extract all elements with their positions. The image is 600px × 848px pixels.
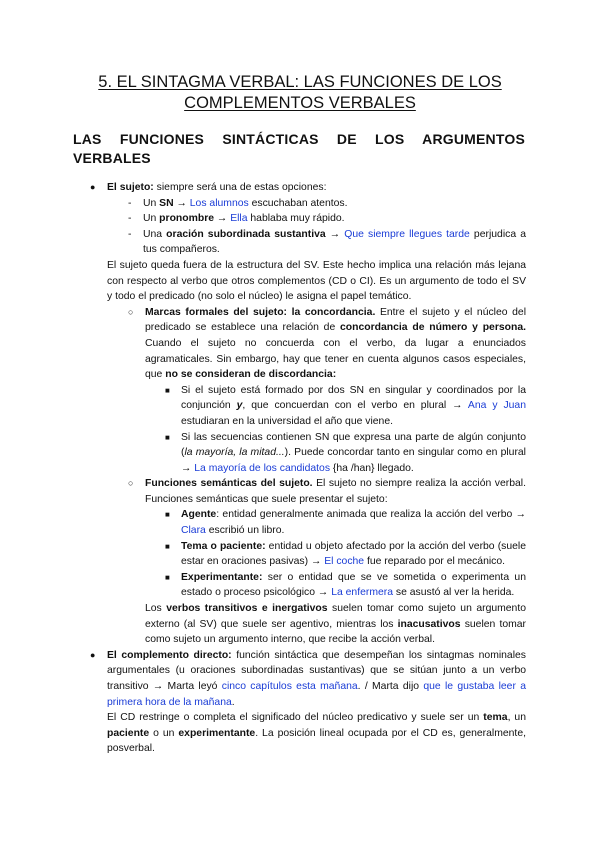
sujeto-option: - Un SN → Los alumnos escuchaban atentos. [143, 196, 526, 212]
sujeto-item [90, 180, 526, 196]
example-text: Que siempre llegues tarde [344, 228, 470, 240]
cd-item: ● El complemento directo: función sintáctica que desempeñan los sintagmas nominales argumentales (u oraciones subordinadas sustantivas) que se sitúan junto a un verbo transitivo → Marta leyó cinco capítulos esta mañana. / Marta dijo que le gustaba leer a primera hora de la mañana. [90, 649, 526, 708]
example-text: El coche [324, 556, 365, 568]
sujeto-label: El sujeto: [107, 182, 154, 193]
square-bullet-icon: ■ [165, 385, 170, 395]
title-line-2: COMPLEMENTOS VERBALES [184, 94, 416, 112]
example-text: cinco capítulos esta mañana [221, 681, 358, 692]
square-bullet-icon: ■ [165, 510, 170, 520]
square-bullet-icon: ■ [165, 572, 170, 582]
sujeto-option: - Una oración subordinada sustantiva → Que siempre llegues tarde perjudica a tus compañeros. [128, 228, 526, 256]
example-text: Los alumnos [189, 197, 249, 209]
circle-bullet-icon: ○ [128, 478, 134, 489]
dash-icon: - [128, 197, 132, 209]
bullet-icon: ● [90, 649, 96, 660]
concordancia-case: ■ Si el sujeto está formado por dos SN en singular y coordinados por la conjunción y, que concuerdan con el verbo en plural → Ana y Juan estudiaran en la universidad el año que viene. [165, 384, 526, 427]
semanticas-item: ○ Funciones semánticas del sujeto. El sujeto no siempre realiza la acción verbal. Funciones semánticas que suele presentar el sujeto: [128, 478, 526, 505]
square-bullet-icon: ■ [165, 432, 170, 442]
sujeto-explanation: El sujeto queda fuera de la estructura del SV. Este hecho implica una relación más lejana con respecto al verbo que otros complementos (CD o CI). Es un argumento de todo el SV y todo el predicado (no solo el núcleo) le asigna el papel temático. [107, 259, 526, 303]
semanticas-closing: Los verbos transitivos e inergativos suelen tomar como sujeto un argumento externo (al SV) que suele ser agentivo, mientras los inacusativos suelen tomar como sujeto un argumento interno, que recibe la acción verbal. [145, 603, 527, 646]
title-line-1: 5. EL SINTAGMA VERBAL: LAS FUNCIONES DE LOS [98, 73, 502, 91]
document-body [0, 180, 600, 757]
semantic-role: ■ Tema o paciente: entidad u objeto afectado por la acción del verbo (suele estar en oraciones pasivas) → El coche fue reparado por el mecánico. [165, 540, 526, 568]
semantic-role: ■ Agente: entidad generalmente animada que realiza la acción del verbo → Clara escribió un libro. [165, 509, 526, 537]
sujeto-option: - Un pronombre → Ella hablaba muy rápido. [143, 211, 526, 227]
example-text: Clara [181, 525, 206, 537]
section-heading: LAS FUNCIONES SINTÁCTICAS DE LOS ARGUMENTOS VERBALES [73, 131, 525, 166]
example-text: La enfermera [331, 587, 393, 599]
dash-icon: - [128, 228, 132, 240]
page-title [70, 72, 530, 114]
square-bullet-icon: ■ [165, 541, 170, 551]
cd-paragraph: El CD restringe o completa el significado del núcleo predicativo y suele ser un tema, un paciente o un experimentante. La posición lineal ocupada por el CD es, generalmente, posverbal. [107, 712, 526, 755]
dash-icon: - [128, 213, 132, 225]
semantic-role: ■ Experimentante: ser o entidad que se ve sometida o experimenta un estado o proceso psicológico → La enfermera se asustó al ver la herida. [165, 571, 526, 599]
example-text: Ana y Juan [467, 400, 526, 412]
concordancia-case: ■ Si las secuencias contienen SN que expresa una parte de algún conjunto (la mayoría, la mitad...). Puede concordar tanto en singular como en plural → La mayoría de los candidatos {ha /han} llegado. [165, 431, 526, 474]
example-text: Ella [230, 213, 248, 225]
marcas-item: ○ Marcas formales del sujeto: la concordancia. Entre el sujeto y el núcleo del predicado se establece una relación de concordancia de número y persona. Cuando el sujeto no concuerda con el verbo, da lugar a enunciados agramaticales. Sin embargo, hay que tener en cuenta algunos casos especiales, que no se consideran de discordancia: [128, 306, 527, 381]
sujeto-intro: siempre será una de estas opciones: [156, 182, 327, 193]
example-text: La mayoría de los candidatos [194, 462, 331, 474]
circle-bullet-icon: ○ [128, 306, 134, 317]
example-text: que le gustaba leer a primera hora de la mañana [107, 681, 526, 708]
bullet-icon: ● [90, 182, 96, 192]
